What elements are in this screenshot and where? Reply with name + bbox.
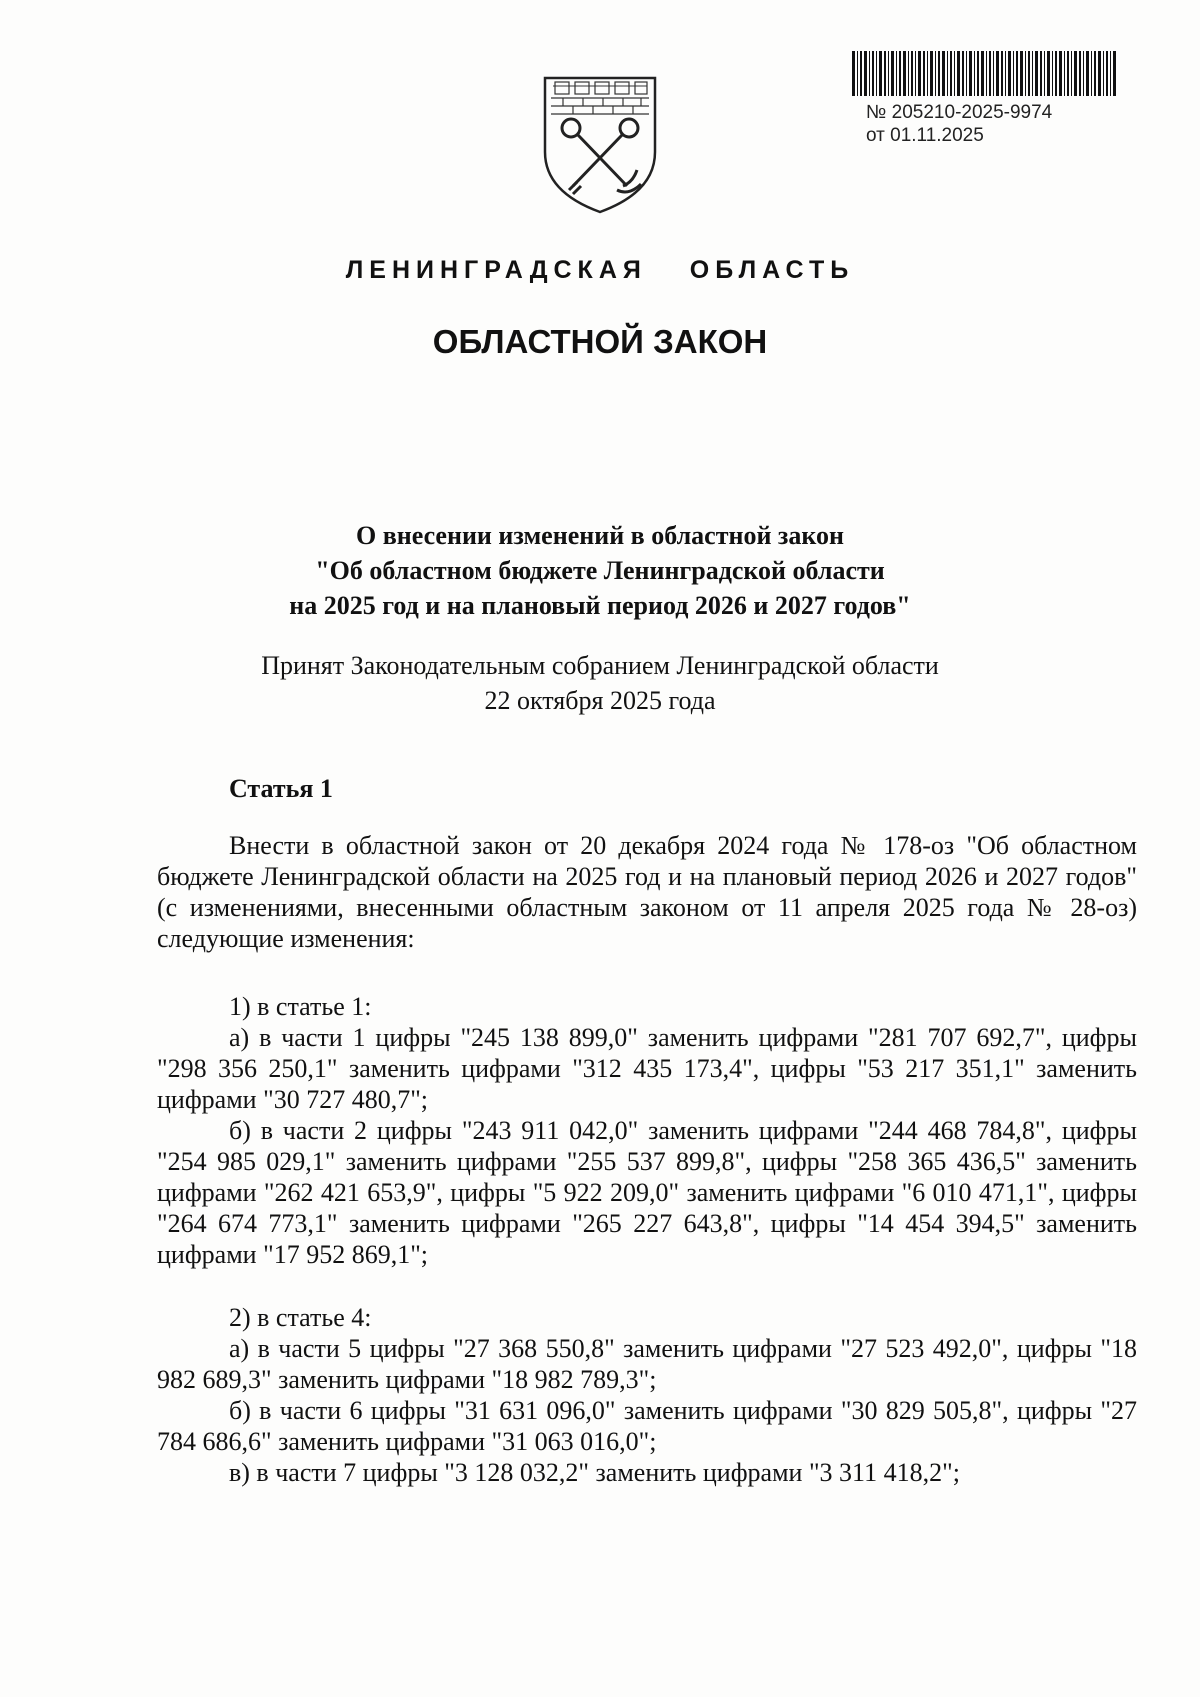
registration-number: № 205210-2025-9974 bbox=[866, 102, 1053, 123]
barcode-image bbox=[852, 51, 1117, 96]
point-1-subitem-a: а) в части 1 цифры "245 138 899,0" заменить цифрами "281 707 692,7", цифры "298 356 250,1" заменить цифрами "312 435 173,4", цифры "53 217 351,1" заменить цифрами "30 727 480,7"; bbox=[157, 1023, 1137, 1114]
law-title bbox=[0, 518, 1200, 623]
coat-of-arms-emblem bbox=[541, 74, 659, 216]
region-heading: ЛЕНИНГРАДСКАЯ ОБЛАСТЬ bbox=[345, 256, 855, 284]
adoption-date: 22 октября 2025 года bbox=[484, 686, 716, 715]
article-intro bbox=[157, 830, 1137, 954]
registration-date: от 01.11.2025 bbox=[866, 125, 984, 146]
intro-paragraph: Внести в областной закон от 20 декабря 2024 года № 178-оз "Об областном бюджете Ленинградской области на 2025 год и на плановый период 2026 и 2027 годов" (с изменениями, внесенными областным законом от 11 апреля 2025 года № 28-оз) следующие изменения: bbox=[157, 831, 1137, 953]
law-title-line: "Об областном бюджете Ленинградской области bbox=[315, 556, 885, 585]
adoption-note bbox=[0, 648, 1200, 718]
point-2-heading: 2) в статье 4: bbox=[229, 1303, 372, 1332]
point-2-subitem-c: в) в части 7 цифры "3 128 032,2" заменить цифрами "3 311 418,2"; bbox=[229, 1458, 960, 1487]
article-heading: Статья 1 bbox=[229, 774, 333, 803]
law-title-line: на 2025 год и на плановый период 2026 и 2027 годов" bbox=[289, 591, 911, 620]
point-1-heading: 1) в статье 1: bbox=[229, 992, 372, 1021]
registration-block bbox=[866, 101, 1052, 147]
point-1-subitem-b: б) в части 2 цифры "243 911 042,0" заменить цифрами "244 468 784,8", цифры "254 985 029,1" заменить цифрами "255 537 899,8", цифры "258 365 436,5" заменить цифрами "262 421 653,9", цифры "5 922 209,0" заменить цифрами "6 010 471,1", цифры "264 674 773,1" заменить цифрами "265 227 643,8", цифры "14 454 394,5" заменить цифрами "17 952 869,1"; bbox=[157, 1116, 1137, 1269]
point-2-subitem-b: б) в части 6 цифры "31 631 096,0" заменить цифрами "30 829 505,8", цифры "27 784 686,6" заменить цифрами "31 063 016,0"; bbox=[157, 1396, 1137, 1456]
point-1 bbox=[157, 991, 1137, 1270]
law-type-heading: ОБЛАСТНОЙ ЗАКОН bbox=[432, 323, 768, 360]
point-2-subitem-a: а) в части 5 цифры "27 368 550,8" заменить цифрами "27 523 492,0", цифры "18 982 689,3" заменить цифрами "18 982 789,3"; bbox=[157, 1334, 1137, 1394]
law-title-line: О внесении изменений в областной закон bbox=[355, 521, 845, 550]
point-2 bbox=[157, 1302, 1137, 1488]
adoption-line: Принят Законодательным собранием Ленинградской области bbox=[261, 651, 939, 680]
